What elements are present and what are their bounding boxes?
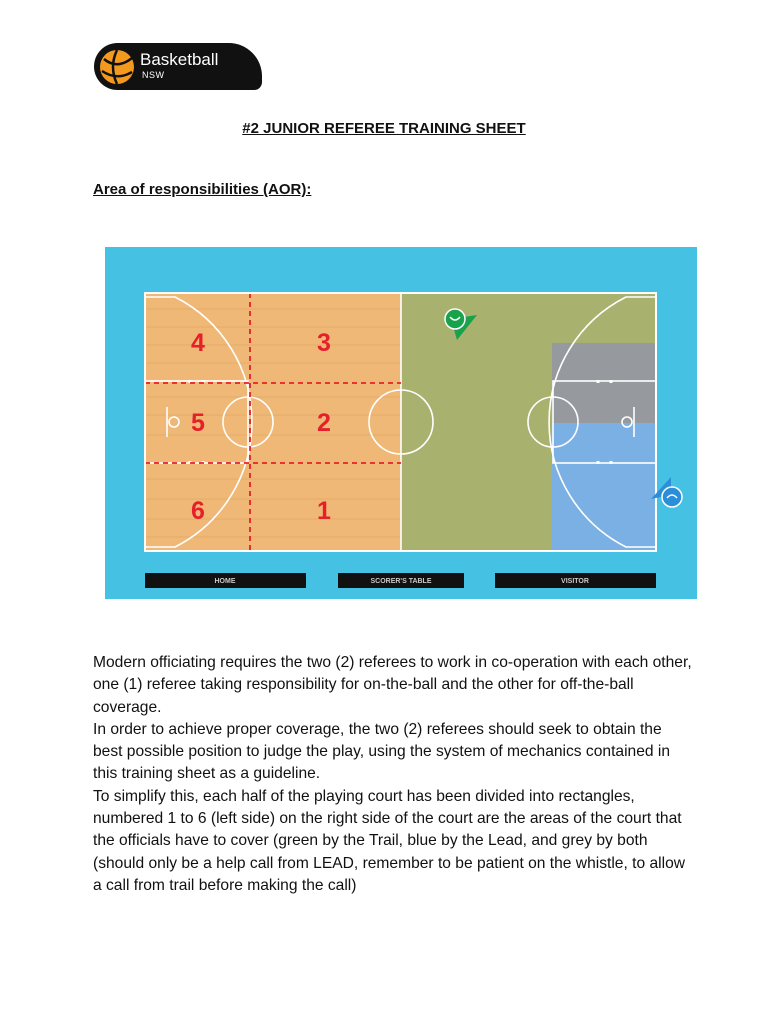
shared-area xyxy=(552,343,656,423)
zone-number: 4 xyxy=(191,329,205,357)
page-title: #2 JUNIOR REFEREE TRAINING SHEET xyxy=(242,120,526,137)
zone-number: 1 xyxy=(317,497,331,525)
zone-number: 6 xyxy=(191,497,205,525)
zone-number: 3 xyxy=(317,329,331,357)
paragraph: In order to achieve proper coverage, the two (2) referees should seek to obtain the best possible position to judge the play, using the system of mechanics contained in this training sheet as a guideline. xyxy=(93,720,671,783)
logo-subtitle: NSW xyxy=(142,70,165,80)
court-diagram xyxy=(105,247,697,599)
home-label: HOME xyxy=(214,578,236,585)
visitor-label: VISITOR xyxy=(561,578,589,585)
scorers-table-label: SCORER'S TABLE xyxy=(370,578,432,585)
paragraph: Modern officiating requires the two (2) referees to work in co-operation with each other, one (1) referee taking responsibility for on-the-ball and the other for off-the-ball coverage. xyxy=(93,654,692,716)
logo-title: Basketball xyxy=(140,50,219,69)
paragraph: To simplify this, each half of the playing court has been divided into rectangles, numbered 1 to 6 (left side) on the right side of the court are the areas of the court that the officials have to cover (green by the Trail, blue by the Lead, and grey by both (should only be a help call from LEAD, remember to be patient on the whistle, to allow a call from trail before making the call) xyxy=(93,787,686,894)
basketball-nsw-logo xyxy=(94,43,262,90)
body-text xyxy=(93,652,693,897)
basketball-icon xyxy=(96,46,138,88)
zone-number: 5 xyxy=(191,409,205,437)
court-svg xyxy=(105,247,697,599)
zone-number: 2 xyxy=(317,409,331,437)
section-heading: Area of responsibilities (AOR): xyxy=(93,181,312,198)
